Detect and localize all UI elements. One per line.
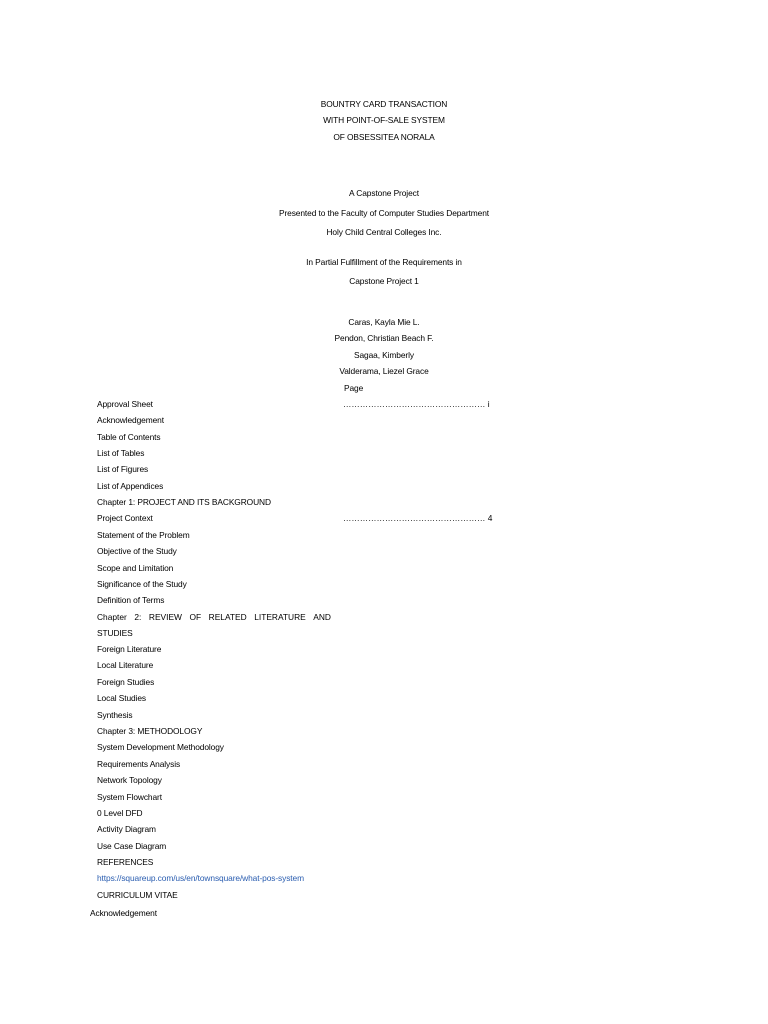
chapter2-word: REVIEW [148, 612, 182, 622]
chapter2-word: RELATED [208, 612, 247, 622]
toc-entry-chapter-3: Chapter 3: METHODOLOGY [97, 726, 203, 736]
toc-page-heading: Page [344, 383, 364, 393]
toc-entry-acknowledgement: Acknowledgement [97, 415, 164, 425]
presentation-line-4: In Partial Fulfillment of the Requirements in [306, 257, 462, 267]
toc-entry-table-of-contents: Table of Contents [97, 432, 161, 442]
toc-entry-requirements: Requirements Analysis [97, 759, 181, 769]
toc-entry-dfd: 0 Level DFD [97, 808, 143, 818]
toc-entry-chapter-2-cont: STUDIES [97, 628, 133, 638]
toc-entry-references: REFERENCES [97, 857, 154, 867]
toc-entry-sdm: System Development Methodology [97, 742, 224, 752]
presentation-line-3: Holy Child Central Colleges Inc. [326, 227, 442, 237]
chapter2-word: Chapter [97, 612, 127, 622]
toc-entry-chapter-1: Chapter 1: PROJECT AND ITS BACKGROUND [97, 497, 271, 507]
toc-entry-local-literature: Local Literature [97, 660, 154, 670]
toc-entry-activity: Activity Diagram [97, 824, 156, 834]
toc-entry-use-case: Use Case Diagram [97, 841, 167, 851]
toc-entry-approval-sheet: Approval Sheet [97, 399, 153, 409]
toc-entry-network: Network Topology [97, 775, 162, 785]
toc-entry-curriculum: CURRICULUM VITAE [97, 890, 178, 900]
toc-leader-project-context: …………………………………………… 4 [343, 513, 493, 523]
toc-entry-foreign-studies: Foreign Studies [97, 677, 155, 687]
author-1: Caras, Kayla Mie L. [348, 317, 420, 327]
chapter2-word: LITERATURE [254, 612, 306, 622]
title-line-3: OF OBSESSITEA NORALA [333, 132, 435, 142]
presentation-line-5: Capstone Project 1 [349, 276, 419, 286]
toc-entry-synthesis: Synthesis [97, 710, 133, 720]
toc-entry-foreign-literature: Foreign Literature [97, 644, 162, 654]
author-4: Valderama, Liezel Grace [339, 366, 429, 376]
toc-entry-list-of-appendices: List of Appendices [97, 481, 164, 491]
toc-entry-statement-of-problem: Statement of the Problem [97, 530, 190, 540]
toc-entry-list-of-tables: List of Tables [97, 448, 145, 458]
toc-entry-flowchart: System Flowchart [97, 792, 162, 802]
toc-entry-chapter-2 [97, 611, 331, 623]
presentation-line-2: Presented to the Faculty of Computer Studies Department [278, 208, 490, 218]
toc-entry-scope: Scope and Limitation [97, 563, 174, 573]
chapter2-word: OF [189, 612, 202, 622]
toc-entry-significance: Significance of the Study [97, 579, 187, 589]
chapter2-word: AND [313, 612, 331, 622]
toc-leader-approval-sheet: …………………………………………… i [343, 399, 490, 409]
title-line-2: WITH POINT-OF-SALE SYSTEM [323, 115, 445, 125]
toc-entry-local-studies: Local Studies [97, 693, 146, 703]
chapter2-word: 2: [134, 612, 142, 622]
author-3: Sagaa, Kimberly [354, 350, 414, 360]
presentation-line-1: A Capstone Project [349, 188, 419, 198]
section-heading-acknowledgement: Acknowledgement [90, 908, 157, 918]
reference-link[interactable]: https://squareup.com/us/en/townsquare/what-pos-system [97, 873, 304, 883]
author-2: Pendon, Christian Beach F. [334, 333, 434, 343]
toc-entry-project-context: Project Context [97, 513, 153, 523]
toc-entry-objective: Objective of the Study [97, 546, 177, 556]
toc-entry-definition: Definition of Terms [97, 595, 165, 605]
title-line-1: BOUNTRY CARD TRANSACTION [320, 99, 448, 109]
toc-entry-list-of-figures: List of Figures [97, 464, 149, 474]
